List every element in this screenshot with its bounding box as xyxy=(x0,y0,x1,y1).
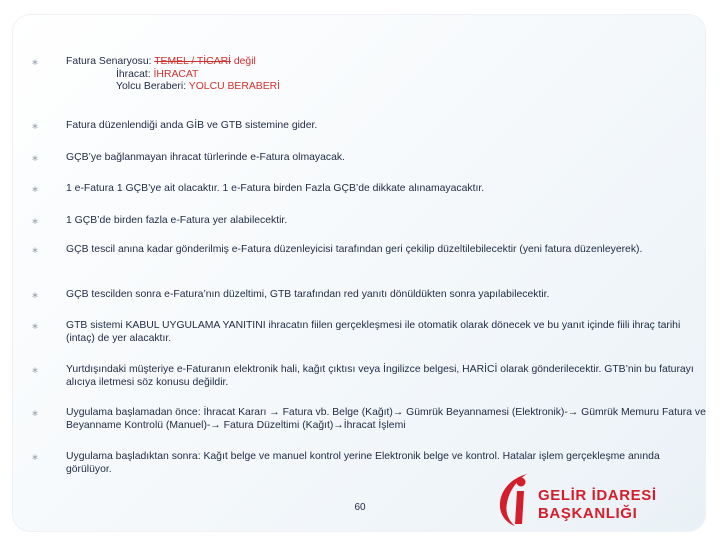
bullet-text xyxy=(66,244,706,257)
page-number: 60 xyxy=(354,502,366,513)
bullet-item xyxy=(30,152,706,165)
bullet-item xyxy=(30,120,706,133)
bullet-text xyxy=(66,407,706,432)
bullet-item xyxy=(30,56,706,94)
logo-text-line2: BAŞKANLIĞI xyxy=(538,505,638,522)
bullet-text xyxy=(66,152,706,165)
bullet-text-segment: İHRACAT xyxy=(153,68,199,80)
bullet-marker-icon: ∗ xyxy=(31,290,39,300)
bullet-text-segment: 1 GÇB’de birden fazla e-Fatura yer alabilecektir. xyxy=(66,215,288,226)
bullet-text-segment: 1 e-Fatura 1 GÇB’ye ait olacaktır. 1 e-Fatura birden Fazla GÇB’de dikkate alınamayacaktır. xyxy=(66,183,485,194)
bullet-marker-icon: ∗ xyxy=(31,153,39,163)
bullet-marker-icon: ∗ xyxy=(31,408,39,418)
bullet-text-segment: Yurtdışındaki müşteriye e-Faturanın elektronik hali, kağıt çıktısı veya İngilizce belgesi, HARİCİ olarak gönderilecektir. GTB’nin bu faturayı alıcıya iletmesi söz konusu değildir. xyxy=(66,364,694,388)
bullet-marker-icon: ∗ xyxy=(31,365,39,375)
bullet-item xyxy=(30,320,706,345)
gib-emblem-icon xyxy=(496,470,536,530)
bullet-text-segment: Uygulama başlamadan önce: İhracat Kararı → Fatura vb. Belge (Kağıt)→ Gümrük Beyannamesi (Elektronik)-→ Gümrük Memuru Fatura ve Beyanname Kontrolü (Manuel)-→ Fatura Düzeltimi (Kağıt)→İhracat İşlemi xyxy=(66,407,706,431)
bullet-text-segment: İhracat: xyxy=(116,68,154,80)
bullet-item xyxy=(30,407,706,432)
bullet-marker-icon: ∗ xyxy=(31,184,39,194)
bullet-text-segment: YOLCU BERABERİ xyxy=(188,81,281,92)
bullet-marker-icon: ∗ xyxy=(31,121,39,131)
bullet-text-segment: Fatura Senaryosu: xyxy=(66,56,155,67)
bullet-text-segment: Fatura düzenlendiği anda GİB ve GTB sistemine gider. xyxy=(66,120,318,131)
bullet-text-segment: GÇB’ye bağlanmayan ihracat türlerinde e-Fatura olmayacak. xyxy=(66,152,345,163)
bullet-item xyxy=(30,244,706,257)
bullet-marker-icon: ∗ xyxy=(31,216,39,226)
bullet-text-segment: Uygulama başladıktan sonra: Kağıt belge ve manuel kontrol yerine Elektronik belge ve kontrol. Hatalar işlem gerçekleşme anında görülüyor. xyxy=(66,451,660,475)
bullet-text-segment: Yolcu Beraberi: xyxy=(116,81,189,92)
bullet-text xyxy=(66,120,706,133)
bullet-text xyxy=(66,56,706,94)
bullet-text-segment: GTB sistemi KABUL UYGULAMA YANITINI ihracatın fiilen gerçekleşmesi ile otomatik olarak dönecek ve bu yanıt içinde fiili ihraç tarihi (intaç) de yer alacaktır. xyxy=(66,320,681,344)
bullet-marker-icon: ∗ xyxy=(31,452,39,462)
bullet-item xyxy=(30,364,706,389)
bullet-marker-icon: ∗ xyxy=(31,321,39,331)
bullet-marker-icon: ∗ xyxy=(31,57,39,67)
bullet-text-segment: değil xyxy=(230,56,256,67)
bullet-text-segment: GÇB tescilden sonra e-Fatura’nın düzeltimi, GTB tarafından red yanıtı dönüldükten sonra yapılabilecektir. xyxy=(66,289,550,300)
gib-logo xyxy=(496,470,656,530)
bullet-text-segment: TEMEL / TİCARİ xyxy=(154,56,231,67)
bullet-text xyxy=(66,320,706,345)
bullet-text xyxy=(66,183,706,196)
bullet-text xyxy=(66,215,706,228)
bullet-item xyxy=(30,215,706,228)
bullet-item xyxy=(30,183,706,196)
bullet-text xyxy=(66,289,706,302)
bullet-text-segment: GÇB tescil anına kadar gönderilmiş e-Fatura düzenleyicisi tarafından geri çekilip düzeltilebilecektir (yeni fatura düzenleyerek). xyxy=(66,244,643,255)
bullet-text xyxy=(66,364,706,389)
bullet-marker-icon: ∗ xyxy=(31,245,39,255)
bullet-item xyxy=(30,289,706,302)
logo-text-line1: GELİR İDARESİ xyxy=(538,487,657,504)
